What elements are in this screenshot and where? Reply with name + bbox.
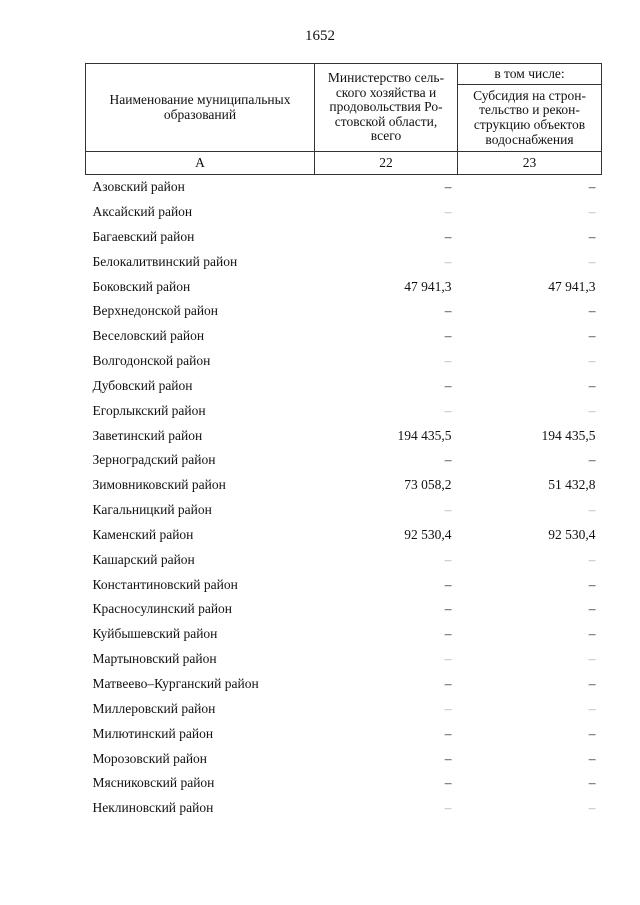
ministry-total-value: – xyxy=(444,303,452,319)
municipality-name: Зерноградский район xyxy=(92,452,216,468)
ministry-total-value: – xyxy=(444,601,452,617)
water-subsidy-value: 92 530,4 xyxy=(548,526,596,542)
water-subsidy-value: – xyxy=(588,601,596,617)
table-row xyxy=(86,548,602,573)
table-row xyxy=(86,672,602,697)
municipality-name: Кагальницкий район xyxy=(92,502,212,518)
table-row xyxy=(86,498,602,523)
table-row xyxy=(86,448,602,473)
ministry-total-value: 92 530,4 xyxy=(404,526,452,542)
water-subsidy-value: – xyxy=(588,775,596,791)
ministry-total-value: – xyxy=(444,179,452,195)
water-subsidy-value: – xyxy=(588,551,596,567)
municipality-name: Дубовский район xyxy=(92,377,193,393)
water-subsidy-value: – xyxy=(588,750,596,766)
ministry-total-value: – xyxy=(444,228,452,244)
water-subsidy-value: – xyxy=(588,800,596,816)
header-index-22: 22 xyxy=(315,152,458,175)
table-row xyxy=(86,225,602,250)
water-subsidy-value: 51 432,8 xyxy=(548,477,596,493)
ministry-total-value: – xyxy=(444,253,452,269)
water-subsidy-value: 194 435,5 xyxy=(541,427,596,443)
water-subsidy-value: – xyxy=(588,253,596,269)
water-subsidy-value: – xyxy=(588,626,596,642)
ministry-total-value: – xyxy=(444,700,452,716)
municipality-name: Милютинский район xyxy=(92,725,214,741)
ministry-total-value: – xyxy=(444,328,452,344)
table-row xyxy=(86,423,602,448)
municipality-name: Зимовниковский район xyxy=(92,477,226,493)
ministry-total-value: – xyxy=(444,402,452,418)
water-subsidy-value: – xyxy=(588,502,596,518)
municipality-name: Неклиновский район xyxy=(92,800,214,816)
table-body xyxy=(86,175,602,821)
table-row xyxy=(86,324,602,349)
table-row xyxy=(86,250,602,275)
water-subsidy-value: – xyxy=(588,203,596,219)
water-subsidy-value: – xyxy=(588,228,596,244)
water-subsidy-value: – xyxy=(588,402,596,418)
municipality-name: Боковский район xyxy=(92,278,191,294)
header-water-subsidy: Субсидия на строн-тельство и рекон-струкцию объектов водоснабжения xyxy=(458,85,602,152)
table-row xyxy=(86,697,602,722)
water-subsidy-value: – xyxy=(588,377,596,393)
ministry-total-value: – xyxy=(444,576,452,592)
header-ministry-total: Министерство сель-ского хозяйства и продовольствия Ро-стовской области, всего xyxy=(315,64,458,152)
water-subsidy-value: – xyxy=(588,353,596,369)
water-subsidy-value: 47 941,3 xyxy=(548,278,596,294)
water-subsidy-value: – xyxy=(588,651,596,667)
table-row xyxy=(86,597,602,622)
table-row xyxy=(86,349,602,374)
ministry-total-value: 47 941,3 xyxy=(404,278,452,294)
table-row xyxy=(86,722,602,747)
ministry-total-value: – xyxy=(444,676,452,691)
municipality-name: Куйбышевский район xyxy=(92,626,218,642)
table-row xyxy=(86,175,602,200)
municipality-name: Веселовский район xyxy=(92,328,205,344)
municipality-name: Багаевский район xyxy=(92,228,195,244)
header-municipality: Наименование муниципальных образований xyxy=(86,64,315,152)
municipality-name: Заветинский район xyxy=(92,427,203,443)
municipality-name: Красносулинский район xyxy=(92,601,233,617)
table-row xyxy=(86,473,602,498)
header-index-a: А xyxy=(86,152,315,175)
ministry-total-value: – xyxy=(444,377,452,393)
ministry-total-value: – xyxy=(444,551,452,567)
municipality-name: Волгодонской район xyxy=(92,353,211,369)
municipality-name: Каменский район xyxy=(92,526,194,542)
table-row xyxy=(86,771,602,796)
table-row xyxy=(86,622,602,647)
table-row xyxy=(86,647,602,672)
municipality-name: Мартыновский район xyxy=(92,651,217,667)
water-subsidy-value: – xyxy=(588,676,596,691)
municipality-name: Белокалитвинский район xyxy=(92,253,238,269)
header-including: в том числе: xyxy=(458,64,602,85)
municipality-name: Аксайский район xyxy=(92,203,193,219)
water-subsidy-value: – xyxy=(588,328,596,344)
header-index-23: 23 xyxy=(458,152,602,175)
water-subsidy-value: – xyxy=(588,725,596,741)
municipality-name: Верхнедонской район xyxy=(92,303,219,319)
municipality-name: Миллеровский район xyxy=(92,700,216,716)
municipality-name: Матвеево–Курганский район xyxy=(92,676,259,691)
ministry-total-value: – xyxy=(444,502,452,518)
table-row xyxy=(86,299,602,324)
water-subsidy-value: – xyxy=(588,700,596,716)
page-number: 1652 xyxy=(305,28,335,44)
table-row xyxy=(86,274,602,299)
ministry-total-value: – xyxy=(444,651,452,667)
ministry-total-value: – xyxy=(444,775,452,791)
table-row xyxy=(86,746,602,771)
municipality-name: Азовский район xyxy=(92,179,185,195)
water-subsidy-value: – xyxy=(588,452,596,468)
municipality-name: Кашарский район xyxy=(92,551,195,567)
appropriations-table xyxy=(85,63,602,821)
table-row xyxy=(86,200,602,225)
table-row xyxy=(86,573,602,598)
water-subsidy-value: – xyxy=(588,303,596,319)
ministry-total-value: – xyxy=(444,452,452,468)
ministry-total-value: – xyxy=(444,725,452,741)
ministry-total-value: – xyxy=(444,800,452,816)
ministry-total-value: – xyxy=(444,750,452,766)
water-subsidy-value: – xyxy=(588,576,596,592)
municipality-name: Морозовский район xyxy=(92,750,208,766)
table-row xyxy=(86,523,602,548)
ministry-total-value: – xyxy=(444,626,452,642)
table-row xyxy=(86,374,602,399)
ministry-total-value: 194 435,5 xyxy=(397,427,452,443)
table-header xyxy=(86,64,602,175)
ministry-total-value: – xyxy=(444,203,452,219)
water-subsidy-value: – xyxy=(588,179,596,195)
ministry-total-value: – xyxy=(444,353,452,369)
ministry-total-value: 73 058,2 xyxy=(404,477,452,493)
municipality-name: Егорлыкский район xyxy=(92,402,206,418)
municipality-name: Константиновский район xyxy=(92,576,238,592)
table-row xyxy=(86,399,602,424)
municipality-name: Мясниковский район xyxy=(92,775,215,791)
table-row xyxy=(86,796,602,821)
